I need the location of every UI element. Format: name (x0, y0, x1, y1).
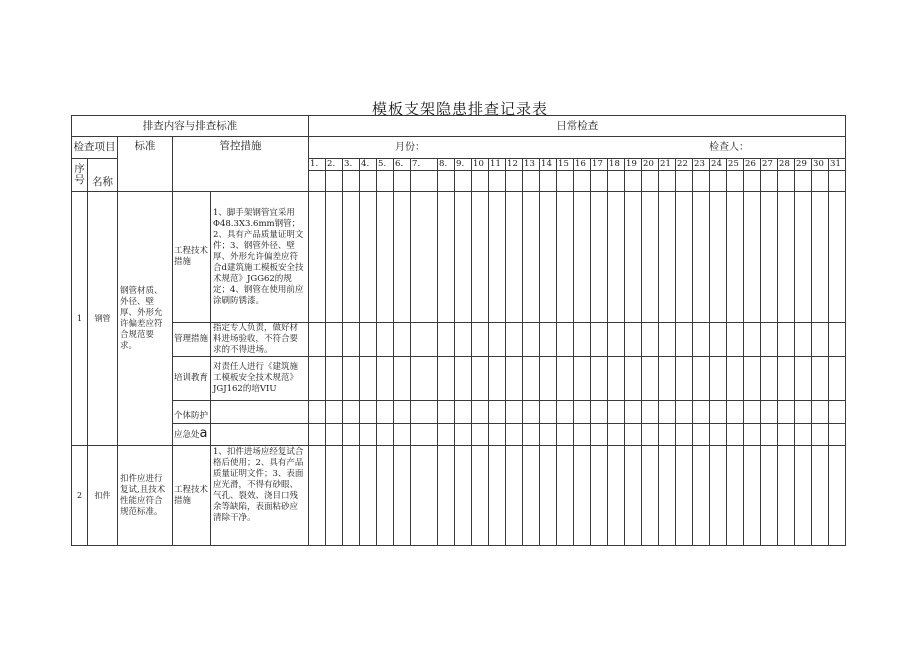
day-check-cell[interactable] (625, 446, 642, 546)
page-title: 模板支架隐患排查记录表 (371, 100, 548, 118)
day-check-cell[interactable] (727, 424, 744, 446)
day-header: 4. (360, 159, 377, 171)
day-check-cell[interactable] (812, 323, 829, 357)
day-check-cell[interactable] (744, 424, 761, 446)
day-check-cell[interactable] (574, 357, 591, 401)
day-check-cell[interactable] (489, 401, 506, 424)
day-check-cell[interactable] (438, 323, 455, 357)
day-check-cell[interactable] (540, 424, 557, 446)
day-check-cell[interactable] (343, 357, 360, 401)
inspector-label: 检查人： (709, 142, 750, 153)
item-1-measure-category: 管理措施 (173, 323, 211, 357)
item-2-no: 2 (72, 446, 88, 546)
day-check-cell[interactable] (710, 192, 727, 323)
day-check-cell[interactable] (557, 446, 574, 546)
check-item-header: 检查项目 (72, 137, 118, 159)
header-row-1 (72, 116, 846, 137)
day-check-cell[interactable] (489, 323, 506, 357)
day-check-cell[interactable] (795, 192, 812, 323)
day-header: 31 (829, 159, 846, 171)
day-check-cell[interactable] (523, 424, 540, 446)
day-check-cell[interactable] (523, 323, 540, 357)
day-header: 24 (710, 159, 727, 171)
item-2-standard: 扣件应进行复试,且技术性能应符合规范标准。 (118, 446, 173, 546)
item-1-measure-text: 指定专人负责，做好材料进场验收，不符合要求的不得进场。 (211, 323, 309, 357)
day-header: 7. (411, 159, 438, 171)
day-header: 3. (343, 159, 360, 171)
day-check-cell[interactable] (343, 323, 360, 357)
day-check-cell[interactable] (557, 424, 574, 446)
day-check-cell[interactable] (540, 357, 557, 401)
day-check-cell[interactable] (625, 323, 642, 357)
day-check-cell[interactable] (326, 424, 343, 446)
day-check-cell[interactable] (411, 446, 438, 546)
day-header: 5. (377, 159, 394, 171)
day-check-cell[interactable] (377, 171, 394, 192)
day-check-cell[interactable] (761, 401, 778, 424)
day-check-cell[interactable] (438, 446, 455, 546)
day-check-cell[interactable] (710, 357, 727, 401)
day-check-cell[interactable] (472, 401, 489, 424)
day-check-cell[interactable] (574, 424, 591, 446)
day-check-cell[interactable] (591, 323, 608, 357)
item-1-row-emergency (72, 424, 846, 446)
day-check-cell[interactable] (744, 401, 761, 424)
day-check-cell[interactable] (761, 192, 778, 323)
item-1-row-ppe (72, 401, 846, 424)
day-check-cell[interactable] (455, 192, 472, 323)
day-check-cell[interactable] (360, 171, 377, 192)
day-check-cell[interactable] (608, 446, 625, 546)
day-check-cell[interactable] (455, 401, 472, 424)
day-check-cell[interactable] (523, 446, 540, 546)
day-check-cell[interactable] (309, 401, 326, 424)
day-check-cell[interactable] (812, 357, 829, 401)
day-check-cell[interactable] (506, 446, 523, 546)
day-check-cell[interactable] (540, 446, 557, 546)
day-check-cell[interactable] (326, 323, 343, 357)
day-check-cell[interactable] (343, 171, 360, 192)
day-check-cell[interactable] (625, 424, 642, 446)
day-check-cell[interactable] (309, 323, 326, 357)
day-check-cell[interactable] (411, 171, 438, 192)
day-check-cell[interactable] (472, 192, 489, 323)
day-check-cell[interactable] (778, 446, 795, 546)
day-check-cell[interactable] (710, 424, 727, 446)
day-header: 27 (761, 159, 778, 171)
day-check-cell[interactable] (377, 192, 394, 323)
day-check-cell[interactable] (394, 401, 411, 424)
day-check-cell[interactable] (455, 323, 472, 357)
day-check-cell[interactable] (659, 357, 676, 401)
day-check-cell[interactable] (438, 171, 455, 192)
item-1-row-engineering (72, 192, 846, 323)
item-2-measure-text: 1、扣件进场应经复试合格后使用；2、具有产品质量证明文件；3、表面应光滑，不得有砂眼、气孔、裂效、浇目口残余等缺陷，表面粘砂应清除干净。 (211, 446, 309, 546)
day-check-cell[interactable] (574, 192, 591, 323)
day-check-cell[interactable] (506, 357, 523, 401)
item-1-measure-category: 培训教育 (173, 357, 211, 401)
day-check-cell[interactable] (727, 357, 744, 401)
item-1-measure-text (211, 424, 309, 446)
day-check-cell[interactable] (360, 323, 377, 357)
day-check-cell[interactable] (795, 401, 812, 424)
day-check-cell[interactable] (394, 357, 411, 401)
day-header: 26 (744, 159, 761, 171)
day-check-cell[interactable] (343, 192, 360, 323)
day-check-cell[interactable] (761, 424, 778, 446)
day-check-cell[interactable] (608, 323, 625, 357)
item-1-measure-category: 工程技术措施 (173, 192, 211, 323)
category-text: 应急处 (174, 430, 200, 440)
day-check-cell[interactable] (540, 171, 557, 192)
day-check-cell[interactable] (438, 401, 455, 424)
item-1-measure-category: 个体防护 (173, 401, 211, 424)
standard-header: 标准 (118, 137, 173, 192)
day-check-cell[interactable] (795, 323, 812, 357)
day-check-cell[interactable] (411, 424, 438, 446)
day-check-cell[interactable] (574, 171, 591, 192)
day-check-cell[interactable] (309, 446, 326, 546)
name-header: 名称 (88, 159, 118, 192)
category-suffix: a (199, 426, 208, 441)
day-check-cell[interactable] (326, 401, 343, 424)
day-check-cell[interactable] (812, 446, 829, 546)
control-measures-header: 管控措施 (173, 137, 309, 192)
day-check-cell[interactable] (778, 192, 795, 323)
item-1-no: 1 (72, 192, 88, 446)
day-check-cell[interactable] (744, 357, 761, 401)
day-check-cell[interactable] (557, 357, 574, 401)
day-check-cell[interactable] (309, 192, 326, 323)
day-check-cell[interactable] (591, 357, 608, 401)
day-check-cell[interactable] (710, 171, 727, 192)
day-check-cell[interactable] (727, 323, 744, 357)
day-check-cell[interactable] (506, 401, 523, 424)
day-check-cell[interactable] (574, 446, 591, 546)
day-check-cell[interactable] (744, 192, 761, 323)
day-check-cell[interactable] (455, 171, 472, 192)
day-check-cell[interactable] (642, 171, 659, 192)
day-check-cell[interactable] (727, 446, 744, 546)
day-check-cell[interactable] (489, 171, 506, 192)
measure-text: 1、脚手架钢管宜采用Φ48.3X3.6mm钢管；2、具有产品质量证明文件；3、钢管外径、壁厚、外形允许偏差应符合d建筑施工模板安全技术规范》JGG62的规定；4、钢管在使用前应涂刷防锈漆。 (213, 207, 304, 306)
day-check-cell[interactable] (676, 357, 693, 401)
day-check-cell[interactable] (608, 401, 625, 424)
day-check-cell[interactable] (591, 192, 608, 323)
day-check-cell[interactable] (710, 446, 727, 546)
day-header: 25 (727, 159, 744, 171)
day-header: 30 (812, 159, 829, 171)
day-check-cell[interactable] (642, 424, 659, 446)
day-check-cell[interactable] (489, 357, 506, 401)
day-check-cell[interactable] (540, 401, 557, 424)
day-check-cell[interactable] (591, 446, 608, 546)
day-check-cell[interactable] (360, 424, 377, 446)
day-header: 14 (540, 159, 557, 171)
day-check-cell[interactable] (343, 401, 360, 424)
header-row-2 (72, 137, 846, 159)
day-check-cell[interactable] (489, 446, 506, 546)
day-check-cell[interactable] (778, 171, 795, 192)
day-check-cell[interactable] (625, 192, 642, 323)
day-check-cell[interactable] (472, 424, 489, 446)
day-check-cell[interactable] (506, 424, 523, 446)
day-check-cell[interactable] (377, 323, 394, 357)
day-check-cell[interactable] (360, 357, 377, 401)
day-header: 19 (625, 159, 642, 171)
day-check-cell[interactable] (812, 192, 829, 323)
day-check-cell[interactable] (829, 401, 846, 424)
day-header: 11 (489, 159, 506, 171)
day-check-cell[interactable] (659, 401, 676, 424)
day-check-cell[interactable] (411, 357, 438, 401)
day-check-cell[interactable] (829, 171, 846, 192)
day-header: 29 (795, 159, 812, 171)
day-check-cell[interactable] (489, 192, 506, 323)
day-header: 12 (506, 159, 523, 171)
day-check-cell[interactable] (676, 323, 693, 357)
day-check-cell[interactable] (744, 323, 761, 357)
day-check-cell[interactable] (506, 171, 523, 192)
day-check-cell[interactable] (642, 323, 659, 357)
day-check-cell[interactable] (642, 357, 659, 401)
day-check-cell[interactable] (659, 424, 676, 446)
day-check-cell[interactable] (506, 192, 523, 323)
day-check-cell[interactable] (778, 401, 795, 424)
day-check-cell[interactable] (360, 192, 377, 323)
day-check-cell[interactable] (574, 323, 591, 357)
day-header: 1. (309, 159, 326, 171)
day-check-cell[interactable] (829, 424, 846, 446)
item-1-measure-category (173, 424, 211, 446)
day-header: 2. (326, 159, 343, 171)
day-header: 17 (591, 159, 608, 171)
item-2-measure-category: 工程技术措施 (173, 446, 211, 546)
day-check-cell[interactable] (812, 424, 829, 446)
day-check-cell[interactable] (455, 357, 472, 401)
day-check-cell[interactable] (693, 323, 710, 357)
day-check-cell[interactable] (642, 446, 659, 546)
day-check-cell[interactable] (523, 357, 540, 401)
day-check-cell[interactable] (394, 171, 411, 192)
day-check-cell[interactable] (744, 446, 761, 546)
day-check-cell[interactable] (411, 401, 438, 424)
day-check-cell[interactable] (829, 323, 846, 357)
day-check-cell[interactable] (676, 424, 693, 446)
day-header: 6. (394, 159, 411, 171)
day-check-cell[interactable] (360, 401, 377, 424)
day-check-cell[interactable] (642, 192, 659, 323)
day-check-cell[interactable] (394, 192, 411, 323)
day-check-cell[interactable] (455, 446, 472, 546)
day-check-cell[interactable] (523, 171, 540, 192)
day-check-cell[interactable] (727, 401, 744, 424)
day-check-cell[interactable] (438, 357, 455, 401)
day-check-cell[interactable] (326, 446, 343, 546)
day-check-cell[interactable] (472, 323, 489, 357)
day-header: 18 (608, 159, 625, 171)
item-1-row-training (72, 357, 846, 401)
day-check-cell[interactable] (455, 424, 472, 446)
day-header: 21 (659, 159, 676, 171)
day-check-cell[interactable] (778, 424, 795, 446)
day-check-cell[interactable] (676, 446, 693, 546)
day-header: 15 (557, 159, 574, 171)
day-check-cell[interactable] (472, 357, 489, 401)
day-check-cell[interactable] (574, 401, 591, 424)
day-header: 13 (523, 159, 540, 171)
day-check-cell[interactable] (761, 171, 778, 192)
day-check-cell[interactable] (377, 401, 394, 424)
day-check-cell[interactable] (309, 424, 326, 446)
day-check-cell[interactable] (540, 323, 557, 357)
month-inspector-row (309, 137, 846, 159)
day-check-cell[interactable] (608, 171, 625, 192)
day-check-cell[interactable] (642, 401, 659, 424)
inspection-table (71, 115, 846, 546)
day-check-cell[interactable] (795, 357, 812, 401)
day-check-cell[interactable] (625, 401, 642, 424)
day-check-cell[interactable] (377, 424, 394, 446)
day-check-cell[interactable] (795, 171, 812, 192)
day-check-cell[interactable] (795, 424, 812, 446)
day-check-cell[interactable] (676, 192, 693, 323)
day-check-cell[interactable] (761, 446, 778, 546)
day-check-cell[interactable] (489, 424, 506, 446)
day-check-cell[interactable] (625, 357, 642, 401)
day-check-cell[interactable] (829, 192, 846, 323)
item-1-measure-text: 对责任人进行《建筑施工模板安全技术规范》JGJ162的培VIU (211, 357, 309, 401)
item-1-measure-text (211, 192, 309, 323)
day-check-cell[interactable] (659, 171, 676, 192)
day-check-cell[interactable] (557, 192, 574, 323)
day-check-cell[interactable] (411, 192, 438, 323)
day-check-cell[interactable] (557, 171, 574, 192)
day-check-cell[interactable] (710, 401, 727, 424)
day-check-cell[interactable] (394, 323, 411, 357)
day-check-cell[interactable] (659, 323, 676, 357)
day-check-cell[interactable] (608, 357, 625, 401)
day-check-cell[interactable] (761, 357, 778, 401)
day-check-cell[interactable] (795, 446, 812, 546)
day-check-cell[interactable] (676, 401, 693, 424)
day-check-cell[interactable] (343, 424, 360, 446)
day-check-cell[interactable] (693, 357, 710, 401)
day-check-cell[interactable] (411, 323, 438, 357)
day-check-cell[interactable] (727, 171, 744, 192)
day-check-cell[interactable] (693, 401, 710, 424)
day-check-cell[interactable] (608, 192, 625, 323)
day-header: 10 (472, 159, 489, 171)
day-check-cell[interactable] (394, 424, 411, 446)
day-check-cell[interactable] (394, 446, 411, 546)
day-check-cell[interactable] (472, 446, 489, 546)
day-check-cell[interactable] (829, 357, 846, 401)
day-check-cell[interactable] (523, 192, 540, 323)
day-check-cell[interactable] (591, 171, 608, 192)
day-check-cell[interactable] (557, 323, 574, 357)
day-check-cell[interactable] (438, 192, 455, 323)
day-header: 28 (778, 159, 795, 171)
day-check-cell[interactable] (309, 357, 326, 401)
day-check-cell[interactable] (360, 446, 377, 546)
item-1-standard: 钢管材质、外径、壁厚、外形允许偏差应符合规范要求。 (118, 192, 173, 446)
day-check-cell[interactable] (693, 446, 710, 546)
day-check-cell[interactable] (778, 357, 795, 401)
day-check-cell[interactable] (591, 424, 608, 446)
day-check-cell[interactable] (326, 357, 343, 401)
day-check-cell[interactable] (761, 323, 778, 357)
day-check-cell[interactable] (472, 171, 489, 192)
day-check-cell[interactable] (309, 171, 326, 192)
day-check-cell[interactable] (693, 192, 710, 323)
day-check-cell[interactable] (608, 424, 625, 446)
item-2-row-engineering (72, 446, 846, 546)
day-check-cell[interactable] (591, 401, 608, 424)
day-header: 16 (574, 159, 591, 171)
day-check-cell[interactable] (326, 192, 343, 323)
day-check-cell[interactable] (710, 323, 727, 357)
day-check-cell[interactable] (377, 446, 394, 546)
item-2-name: 扣件 (88, 446, 118, 546)
day-check-cell[interactable] (438, 424, 455, 446)
day-check-cell[interactable] (625, 171, 642, 192)
day-header: 8. (438, 159, 455, 171)
day-check-cell[interactable] (506, 323, 523, 357)
day-check-cell[interactable] (829, 446, 846, 546)
item-1-row-management (72, 323, 846, 357)
day-check-cell[interactable] (812, 401, 829, 424)
day-header: 9. (455, 159, 472, 171)
item-1-measure-text (211, 401, 309, 424)
day-check-cell[interactable] (693, 424, 710, 446)
day-check-cell[interactable] (676, 171, 693, 192)
day-check-cell[interactable] (523, 401, 540, 424)
day-check-cell[interactable] (659, 446, 676, 546)
day-check-cell[interactable] (693, 171, 710, 192)
section-left-header: 排查内容与排查标准 (72, 116, 309, 137)
day-header: 20 (642, 159, 659, 171)
month-label: 月份： (395, 142, 426, 153)
day-check-cell[interactable] (326, 171, 343, 192)
item-1-name: 钢管 (88, 192, 118, 446)
day-check-cell[interactable] (778, 323, 795, 357)
day-check-cell[interactable] (727, 192, 744, 323)
serial-no-header: 序号 (72, 159, 88, 192)
day-header: 22 (676, 159, 693, 171)
day-check-cell[interactable] (744, 171, 761, 192)
day-check-cell[interactable] (343, 446, 360, 546)
day-check-cell[interactable] (659, 192, 676, 323)
day-check-cell[interactable] (377, 357, 394, 401)
day-check-cell[interactable] (812, 171, 829, 192)
day-header: 23 (693, 159, 710, 171)
day-check-cell[interactable] (557, 401, 574, 424)
day-check-cell[interactable] (540, 192, 557, 323)
section-right-header: 日常检查 (309, 116, 846, 137)
